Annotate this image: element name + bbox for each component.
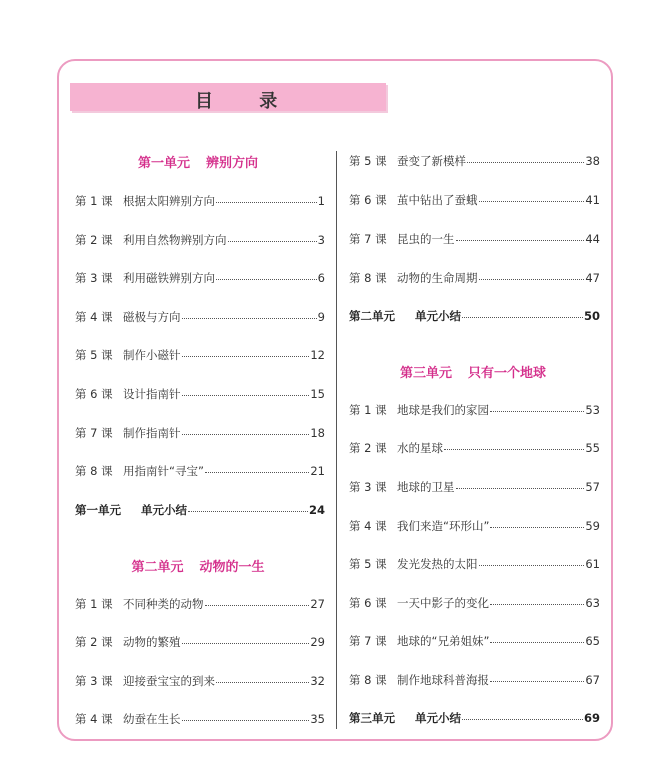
unit-label: 第三单元 [399,366,452,381]
unit-name: 动物的一生 [199,560,265,575]
lesson-title: 一天中影子的变化 [397,596,489,610]
leader-dots [205,472,309,473]
lesson-title: 幼蚕在生长 [123,712,181,726]
lesson-number: 第 3 课 [75,674,113,688]
lesson-entry[interactable] [349,231,600,247]
page-number: 27 [310,597,325,611]
lesson-number: 第 7 课 [75,426,113,440]
lesson-entry[interactable] [75,425,325,441]
lesson-number: 第 6 课 [349,193,387,207]
page-number: 65 [585,634,600,648]
lesson-number: 第二单元 [349,309,395,323]
page-number: 63 [585,596,600,610]
page-number: 15 [310,387,325,401]
page-number: 61 [585,557,600,571]
leader-dots [182,395,310,396]
leader-dots [182,720,310,721]
lesson-number: 第 8 课 [349,673,387,687]
unit-summary-entry[interactable] [75,502,325,518]
lesson-title: 根据太阳辨别方向 [123,194,215,208]
lesson-number: 第 4 课 [75,712,113,726]
page-number: 57 [585,480,600,494]
unit-heading [400,362,546,381]
lesson-title: 单元小结 [415,309,461,323]
lesson-title: 蚕变了新模样 [397,154,466,168]
lesson-entry[interactable] [349,595,600,611]
lesson-number: 第 4 课 [349,519,387,533]
lesson-number: 第 7 课 [349,634,387,648]
lesson-title: 磁极与方向 [123,310,181,324]
leader-dots [216,279,317,280]
lesson-number: 第 5 课 [349,557,387,571]
lesson-number: 第 8 课 [75,464,113,478]
lesson-number: 第 1 课 [75,597,113,611]
leader-dots [479,201,585,202]
unit-heading [138,152,258,171]
page-number: 47 [585,271,600,285]
lesson-title: 单元小结 [415,711,461,725]
page-number: 24 [308,503,325,517]
lesson-title: 单元小结 [141,503,187,517]
unit-name: 只有一个地球 [468,366,547,381]
page-number: 55 [585,441,600,455]
lesson-title: 茧中钻出了蚕蛾 [397,193,478,207]
page-number: 69 [583,711,600,725]
unit-summary-entry[interactable] [349,710,600,726]
page-number: 12 [310,348,325,362]
lesson-entry[interactable] [75,232,325,248]
unit-heading [131,556,264,575]
page-number: 32 [310,674,325,688]
lesson-entry[interactable] [349,440,600,456]
page-number: 53 [585,403,600,417]
lesson-entry[interactable] [349,402,600,418]
lesson-entry[interactable] [75,347,325,363]
column-divider [336,151,337,729]
leader-dots [188,511,308,512]
page-number: 44 [585,232,600,246]
page-number: 18 [310,426,325,440]
lesson-entry[interactable] [75,463,325,479]
unit-label: 第二单元 [131,560,184,575]
leader-dots [182,643,310,644]
leader-dots [182,318,317,319]
leader-dots [479,279,585,280]
lesson-number: 第 2 课 [349,441,387,455]
leader-dots [216,682,309,683]
leader-dots [456,488,585,489]
lesson-title: 迎接蚕宝宝的到来 [123,674,215,688]
page-number: 59 [585,519,600,533]
lesson-number: 第 2 课 [75,635,113,649]
page-number: 35 [310,712,325,726]
page-title: 目 录 [195,91,298,112]
lesson-number: 第 5 课 [349,154,387,168]
lesson-entry[interactable] [75,193,325,209]
leader-dots [456,240,585,241]
lesson-number: 第 4 课 [75,310,113,324]
leader-dots [216,202,317,203]
leader-dots [205,605,310,606]
lesson-number: 第 8 课 [349,271,387,285]
lesson-entry[interactable] [349,556,600,572]
page-number: 67 [585,673,600,687]
lesson-title: 地球的卫星 [397,480,455,494]
lesson-entry[interactable] [349,192,600,208]
lesson-title: 不同种类的动物 [123,597,204,611]
lesson-entry[interactable] [349,479,600,495]
unit-summary-entry[interactable] [349,308,600,324]
page-number: 50 [583,309,600,323]
leader-dots [490,642,584,643]
leader-dots [444,449,584,450]
leader-dots [182,434,310,435]
lesson-title: 昆虫的一生 [397,232,455,246]
lesson-title: 我们来造“环形山” [397,519,490,533]
lesson-title: 利用自然物辨别方向 [123,233,227,247]
lesson-title: 动物的繁殖 [123,635,181,649]
lesson-entry[interactable] [349,672,600,688]
lesson-title: 地球的“兄弟姐妹” [397,634,490,648]
page-number: 41 [585,193,600,207]
lesson-entry[interactable] [75,711,325,727]
lesson-number: 第 2 课 [75,233,113,247]
leader-dots [462,719,583,720]
lesson-entry[interactable] [75,386,325,402]
lesson-title: 动物的生命周期 [397,271,478,285]
lesson-entry[interactable] [349,518,600,534]
page-number: 9 [317,310,325,324]
lesson-entry[interactable] [75,309,325,325]
lesson-number: 第 6 课 [349,596,387,610]
lesson-number: 第 3 课 [75,271,113,285]
lesson-entry[interactable] [75,270,325,286]
unit-label: 第一单元 [137,156,190,171]
lesson-number: 第 7 课 [349,232,387,246]
lesson-entry[interactable] [75,634,325,650]
lesson-entry[interactable] [75,596,325,612]
lesson-entry[interactable] [349,633,600,649]
leader-dots [467,162,584,163]
page-number: 3 [317,233,325,247]
lesson-number: 第 1 课 [75,194,113,208]
leader-dots [490,604,584,605]
leader-dots [490,527,584,528]
lesson-title: 地球是我们的家园 [397,403,489,417]
page-number: 21 [310,464,325,478]
lesson-number: 第 1 课 [349,403,387,417]
lesson-number: 第 3 课 [349,480,387,494]
leader-dots [182,356,310,357]
lesson-title: 发光发热的太阳 [397,557,478,571]
leader-dots [462,317,583,318]
leader-dots [479,565,585,566]
lesson-title: 设计指南针 [123,387,181,401]
leader-dots [490,681,584,682]
page-number: 1 [317,194,325,208]
lesson-number: 第 6 课 [75,387,113,401]
lesson-title: 水的星球 [397,441,443,455]
page-number: 6 [317,271,325,285]
lesson-entry[interactable] [75,673,325,689]
page-number: 29 [310,635,325,649]
unit-name: 辨别方向 [206,156,259,171]
lesson-number: 第一单元 [75,503,121,517]
leader-dots [490,411,584,412]
lesson-title: 利用磁铁辨别方向 [123,271,215,285]
lesson-title: 制作小磁针 [123,348,181,362]
page-number: 38 [585,154,600,168]
lesson-number: 第三单元 [349,711,395,725]
lesson-title: 用指南针“寻宝” [123,464,204,478]
lesson-title: 制作指南针 [123,426,181,440]
leader-dots [228,241,317,242]
lesson-title: 制作地球科普海报 [397,673,489,687]
lesson-entry[interactable] [349,153,600,169]
lesson-entry[interactable] [349,270,600,286]
lesson-number: 第 5 课 [75,348,113,362]
